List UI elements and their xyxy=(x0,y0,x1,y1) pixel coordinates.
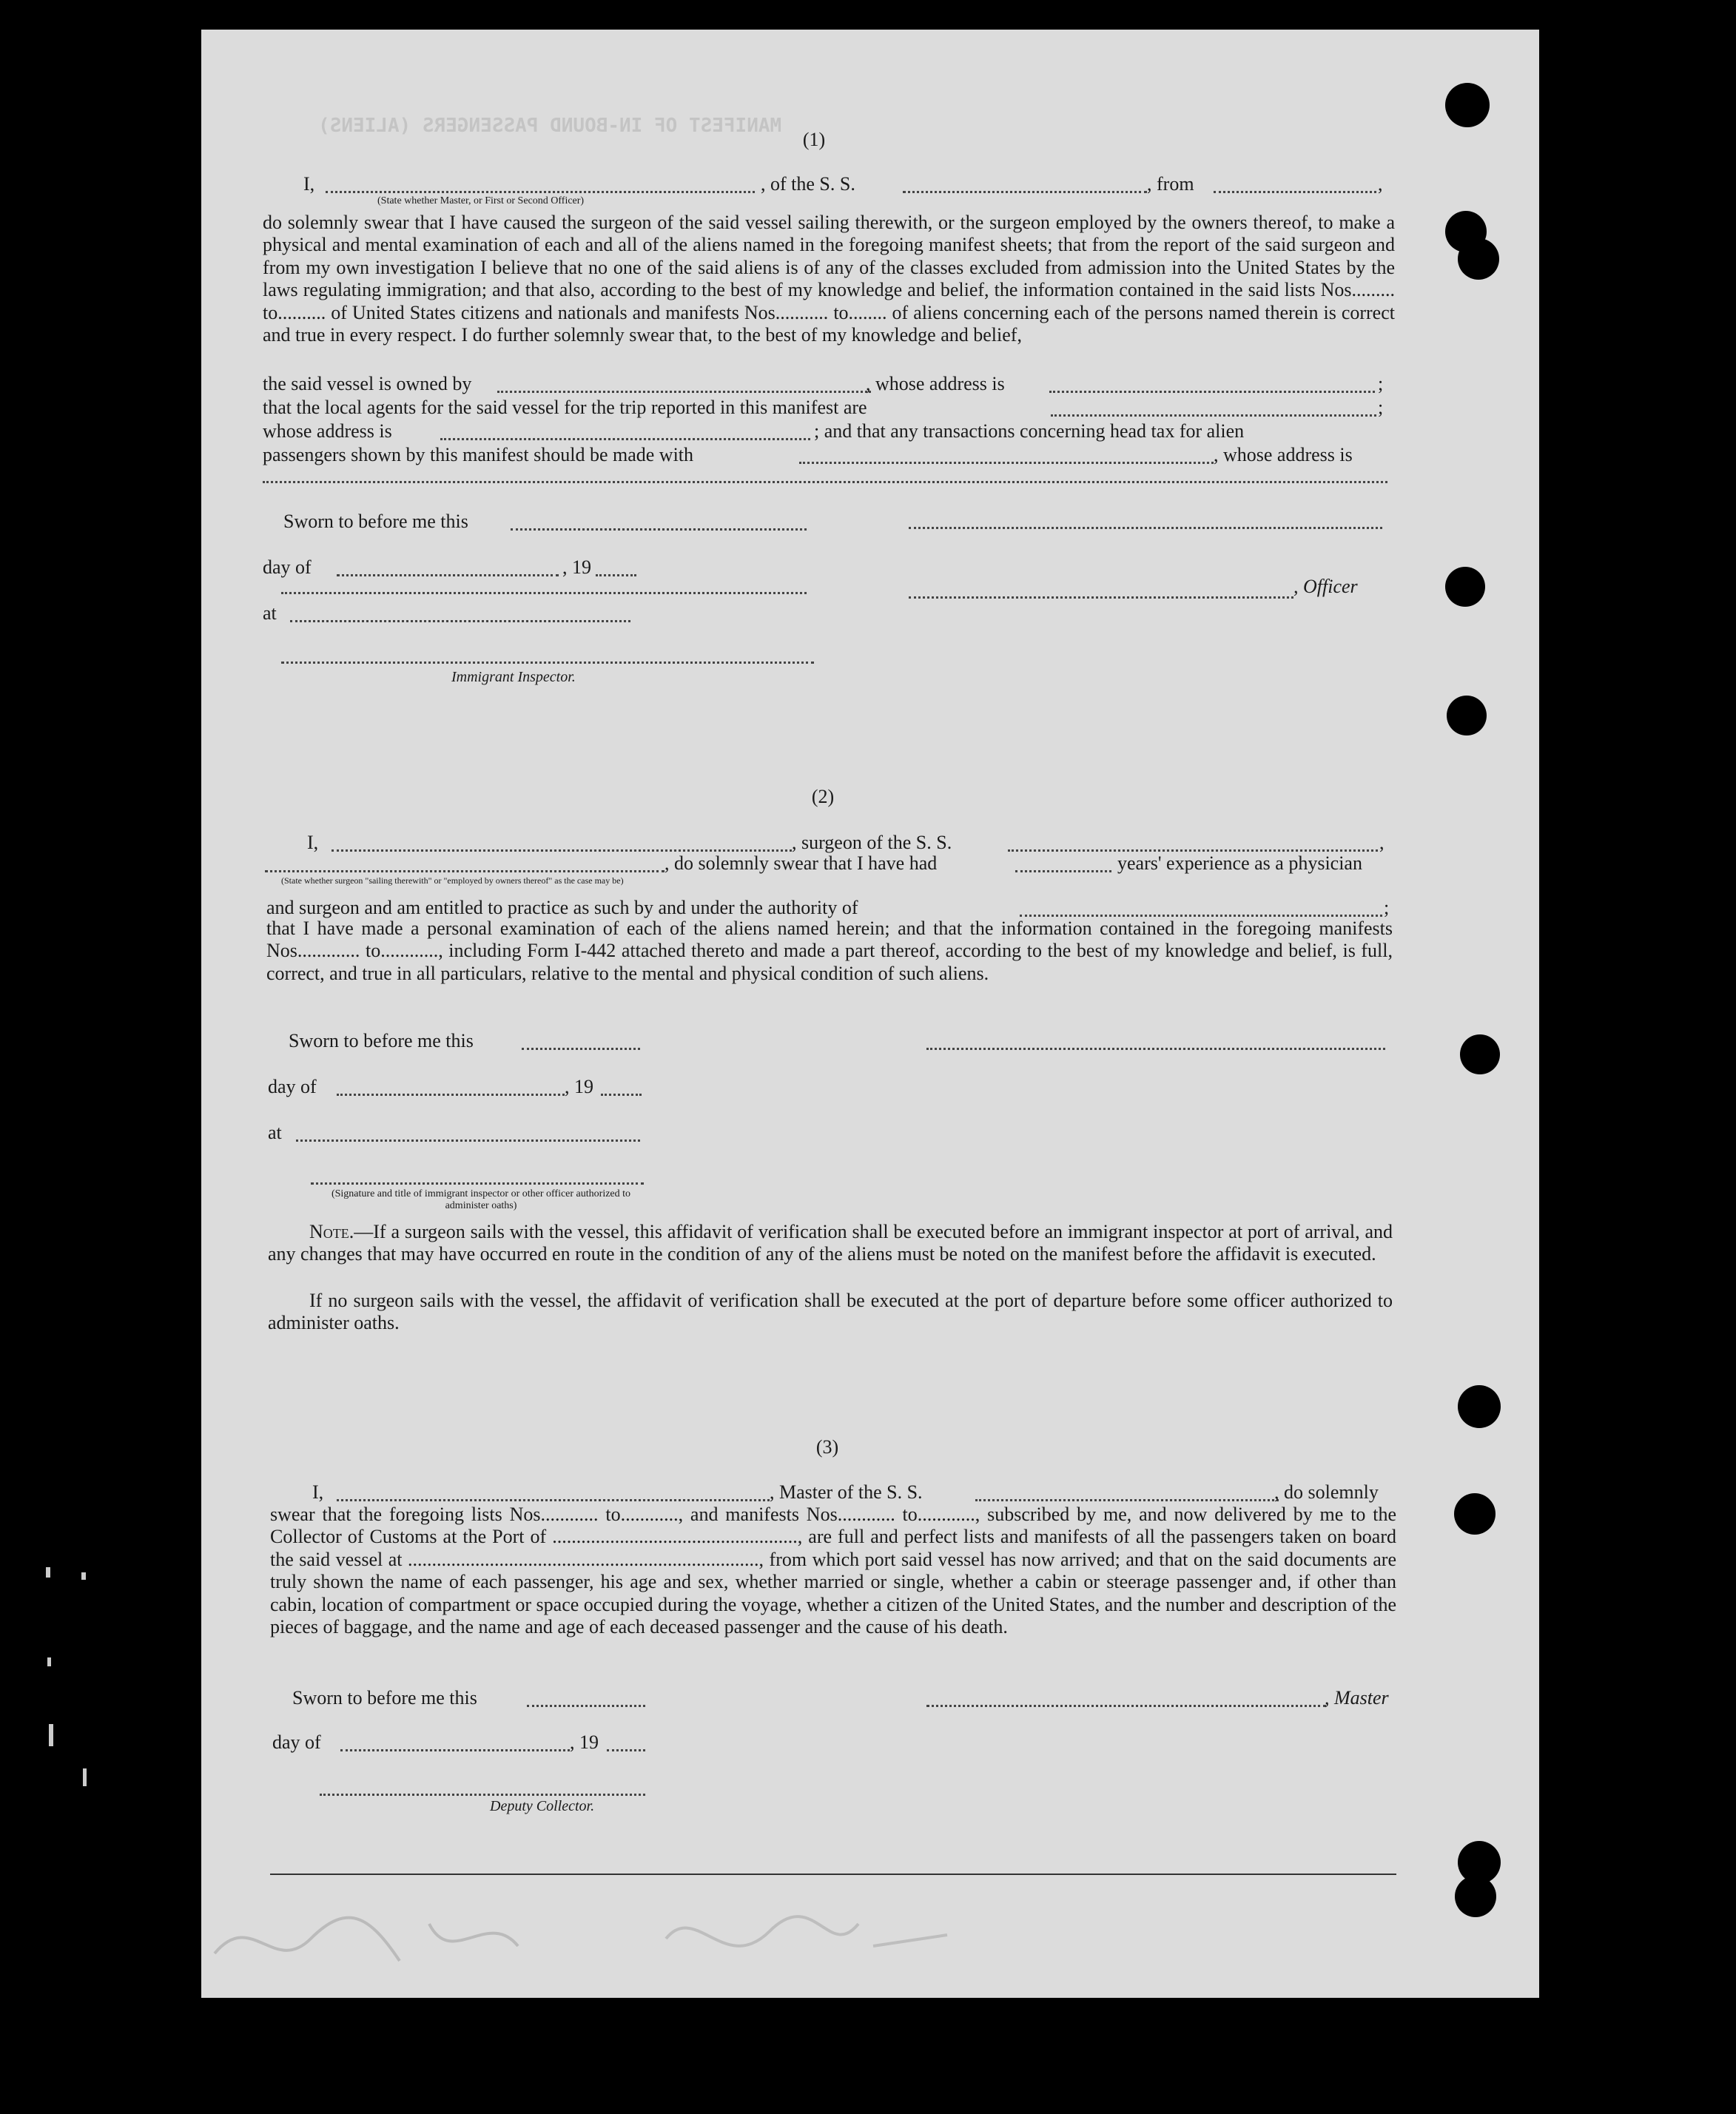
section-3-collector: Deputy Collector. xyxy=(490,1798,595,1814)
section-3-year-blank xyxy=(607,1749,645,1751)
section-1-day-of: day of xyxy=(263,556,312,578)
section-3-i: I, xyxy=(312,1481,324,1503)
punch-hole xyxy=(1445,567,1485,607)
section-1-owner-blank xyxy=(497,391,871,393)
scan-speck xyxy=(47,1657,51,1666)
section-1-at-blank xyxy=(290,620,630,622)
section-3-day-blank xyxy=(340,1749,570,1751)
scan-speck xyxy=(49,1724,53,1746)
section-3-19: , 19 xyxy=(570,1731,599,1753)
section-1-year-blank xyxy=(596,574,636,576)
section-2-note-body: —If a surgeon sails with the vessel, this affidavit of verification shall be executed before an immigrant inspector at port of arrival, and any changes that may have occurred en route in the condition of any of the aliens must be noted on the manifest before the affidavit is executed. xyxy=(268,1221,1393,1265)
section-2-ss-blank xyxy=(1008,849,1378,852)
section-2-surgeon-blank xyxy=(332,849,792,852)
section-1-comma: , xyxy=(1378,173,1383,195)
section-2-authority-blank xyxy=(1020,915,1382,917)
section-1-head-tax-blank xyxy=(799,462,1214,464)
scan-speck xyxy=(81,1572,86,1580)
section-3-day-of: day of xyxy=(272,1731,321,1753)
section-2-number: (2) xyxy=(811,786,835,807)
section-2-comma: , xyxy=(1379,832,1385,853)
section-1-owner-address-blank xyxy=(1049,391,1375,393)
section-3-ss-blank xyxy=(975,1499,1279,1501)
section-1-from-label: , from xyxy=(1147,173,1194,195)
section-1-state-note: (State whether Master, or First or Second Officer) xyxy=(377,195,585,206)
section-1-officer-sign-2 xyxy=(909,596,1293,599)
section-1-agents-address-blank xyxy=(440,438,810,440)
section-2-sign-line xyxy=(926,1048,1385,1050)
section-3-master: , Master xyxy=(1325,1687,1389,1709)
section-1-agents-blank xyxy=(1051,414,1376,417)
section-2-year-blank xyxy=(601,1094,642,1096)
section-3-sworn: Sworn to before me this xyxy=(292,1687,477,1709)
section-1-local-agents: that the local agents for the said vessel for the trip reported in this manifest are xyxy=(263,397,867,418)
pencil-signature xyxy=(207,1894,1169,1983)
section-1-ss-label: , of the S. S. xyxy=(761,173,855,195)
section-1-body: do solemnly swear that I have caused the surgeon of the said vessel sailing therewith, or the surgeon employed by the owners thereof, to make a physical and mental examination of each and all of the aliens named in the foregoing manifest sheets; that from the report of the said surgeon and from my own investigation I believe that no one of the said aliens is of any of the classes excluded from admission into the United States by the laws regulating immigration; and that also, according to the best of my knowledge and belief, the information contained in the said lists Nos......... to.......... of United States citizens and nationals and manifests Nos........... to........ of aliens concerning each of the persons named therein is correct and true in every respect. I do further solemnly swear that, to the best of my knowledge and belief, xyxy=(263,212,1395,346)
section-1-number: (1) xyxy=(802,129,826,150)
section-1-semicolon: ; xyxy=(1378,373,1384,394)
punch-hole xyxy=(1455,1876,1496,1917)
section-1-blank-line xyxy=(281,592,807,594)
section-1-day-blank xyxy=(337,574,559,576)
section-1-whose-address: , whose address is xyxy=(866,373,1005,394)
section-2-sworn: Sworn to before me this xyxy=(289,1030,474,1051)
section-3-master-blank xyxy=(337,1499,770,1501)
punch-hole xyxy=(1460,1034,1500,1074)
section-2-signer: (Signature and title of immigrant inspector or other officer authorized to administer oaths) xyxy=(331,1188,631,1211)
section-2-state-note: (State whether surgeon "sailing therewith" or "employed by owners thereof" as the case may be) xyxy=(281,875,624,886)
section-1-officer: , Officer xyxy=(1293,576,1358,597)
section-2-body: that I have made a personal examination of each of the aliens named herein; and that the information contained in the foregoing manifests Nos............. to............, including Form I-442 attached thereto and made a part thereof, according to the best of my knowledge and belief, is full, correct, and true in all particulars, relative to the mental and physical condition of such aliens. xyxy=(266,918,1393,984)
section-1-i: I, xyxy=(303,173,315,195)
section-1-from-blank xyxy=(1214,191,1376,193)
section-1-semicolon-2: ; xyxy=(1378,397,1384,418)
section-3-sworn-blank xyxy=(527,1705,645,1707)
section-2-at: at xyxy=(268,1122,282,1143)
section-1-head-tax-address-blank xyxy=(263,481,1387,483)
section-2-note xyxy=(268,1221,1393,1266)
section-2-sworn-blank xyxy=(522,1048,640,1050)
section-2-solemnly: , do solemnly swear that I have had xyxy=(665,852,938,874)
section-1-head-tax: ; and that any transactions concerning head tax for alien xyxy=(814,420,1245,442)
section-2-day-of: day of xyxy=(268,1076,317,1097)
punch-hole xyxy=(1454,1493,1496,1535)
section-3-body: swear that the foregoing lists Nos............ to............, and manifests Nos............ to............, subscribed by me, and now delivered by me to the Collector of Customs at the Port of ..................................................., are full and perfect lists and manifests of all the passengers taken on board the said vessel at ........................................................................., from which port said vessel has now arrived; and that on the said documents are truly shown the name of each passenger, his age and sex, whether married or single, whether a cabin or steerage passenger and, if other than cabin, location of compartment or space occupied during the voyage, whether a citizen of the United States, and the number and description of the pieces of baggage, and the name and age of each deceased passenger and the cause of his death. xyxy=(270,1504,1396,1638)
punch-hole xyxy=(1447,696,1487,735)
section-1-whose-address-2: whose address is xyxy=(263,420,392,442)
section-1-ss-blank xyxy=(903,191,1147,193)
section-2-19: , 19 xyxy=(565,1076,593,1097)
punch-hole xyxy=(1445,83,1490,127)
bleed-through-header: MANIFEST OF IN-BOUND PASSENGERS (ALIENS) xyxy=(318,115,782,137)
section-1-at: at xyxy=(263,602,277,624)
section-1-whose-address-3: , whose address is xyxy=(1214,444,1353,465)
section-2-note-label: Note. xyxy=(309,1221,354,1242)
punch-hole xyxy=(1458,238,1499,280)
section-3-bottom-rule xyxy=(270,1874,1396,1875)
section-3-master-sign xyxy=(926,1705,1326,1707)
section-2-employment-blank xyxy=(265,870,665,872)
section-3-master-ss: , Master of the S. S. xyxy=(770,1481,923,1503)
section-1-owned-by: the said vessel is owned by xyxy=(263,373,472,394)
section-3-number: (3) xyxy=(815,1436,839,1458)
section-2-signer-line xyxy=(311,1182,644,1185)
section-2-surgeon-ss: , surgeon of the S. S. xyxy=(792,832,952,853)
section-2-note-2: If no surgeon sails with the vessel, the affidavit of verification shall be executed at the port of departure before some officer authorized to administer oaths. xyxy=(268,1290,1393,1334)
scan-speck xyxy=(46,1567,50,1578)
section-2-at-blank xyxy=(296,1140,640,1142)
section-2-authority: and surgeon and am entitled to practice as such by and under the authority of xyxy=(266,897,858,918)
section-2-physician: years' experience as a physician xyxy=(1117,852,1362,874)
section-1-officer-sign-1 xyxy=(909,527,1382,529)
section-1-officer-blank xyxy=(326,191,755,193)
scan-speck xyxy=(83,1768,87,1786)
section-2-years-blank xyxy=(1015,870,1111,872)
punch-hole xyxy=(1458,1385,1501,1428)
section-1-passengers: passengers shown by this manifest should be made with xyxy=(263,444,694,465)
section-2-semicolon: ; xyxy=(1384,897,1390,918)
section-3-solemnly: , do solemnly xyxy=(1274,1481,1379,1503)
section-2-i: I, xyxy=(307,832,319,853)
section-3-collector-line xyxy=(320,1794,645,1796)
section-1-sworn: Sworn to before me this xyxy=(283,511,468,532)
section-1-sworn-blank xyxy=(511,528,807,531)
section-1-inspector: Immigrant Inspector. xyxy=(451,669,576,685)
section-2-day-blank xyxy=(337,1094,565,1096)
section-1-inspector-line xyxy=(281,662,814,664)
section-1-19: , 19 xyxy=(562,556,591,578)
